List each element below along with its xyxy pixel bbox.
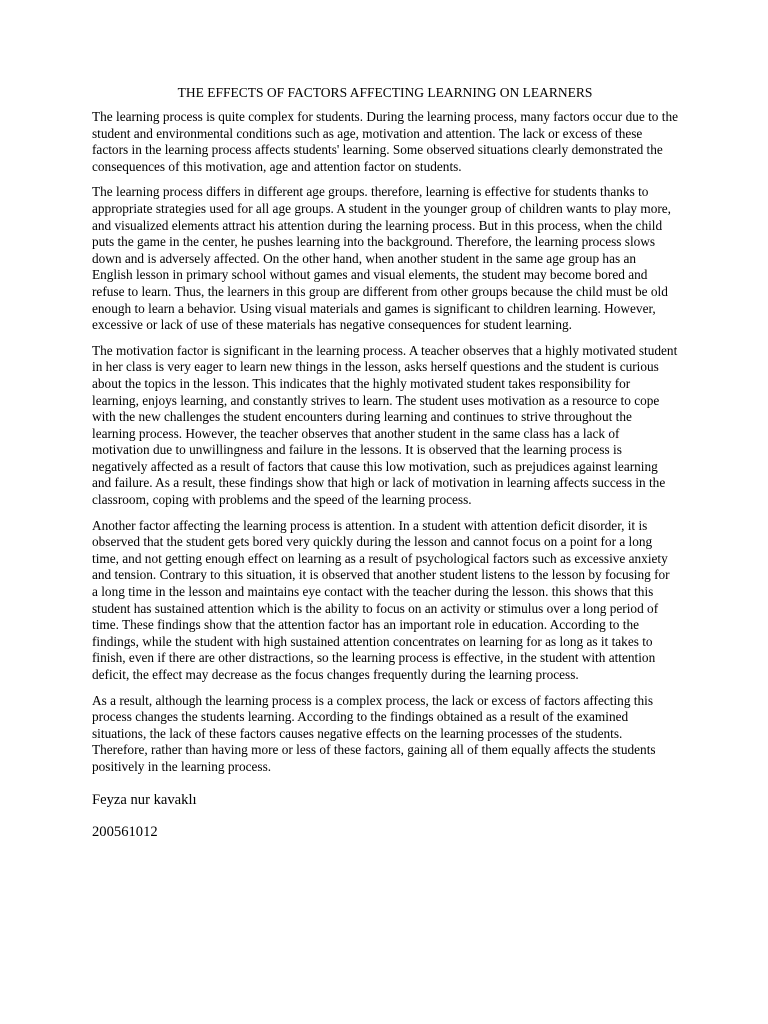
student-id: 200561012 (92, 823, 158, 840)
paragraph-attention: Another factor affecting the learning process is attention. In a student with attention deficit disorder, it is observed that the student gets bored very quickly during the lesson and cannot focus on a point for a long time, and not getting enough effect on learning as a result of psychological factors such as excessive anxiety and tension. Contrary to this situation, it is observed that another student listens to the lesson by focusing for a long time in the lesson and maintains eye contact with the teacher during the lesson. this shows that this student has sustained attention which is the ability to focus on an activity or stimulus over a long period of time. These findings show that the attention factor has an important role in education. According to the findings, while the student with high sustained attention concentrates on learning for as long as it takes to finish, even if there are other distractions, so the learning process is effective, in the student with attention deficit, the effect may decrease as the focus changes frequently during the learning process. (92, 517, 670, 682)
document-page (92, 82, 678, 854)
paragraph-introduction: The learning process is quite complex for students. During the learning process, many factors occur due to the student and environmental conditions such as age, motivation and attention. The lack or excess of these factors in the learning process affects students' learning. Some observed situations clearly demonstrated the consequences of this motivation, age and attention factor on students. (92, 109, 678, 174)
document-title: THE EFFECTS OF FACTORS AFFECTING LEARNING ON LEARNERS (177, 85, 593, 100)
paragraph-motivation: The motivation factor is significant in the learning process. A teacher observes that a highly motivated student in her class is very eager to learn new things in the lesson, asks herself questions and the student is curious about the topics in the lesson. This indicates that the highly motivated student takes responsibility for learning, enjoys learning, and constantly strives to learn. The student uses motivation as a resource to cope with the new challenges the student encounters during learning and continues to strive throughout the learning process. However, the teacher observes that another student in the same class has a lack of motivation due to unwillingness and failure in the lessons. It is observed that the learning process is negatively affected as a result of factors that cause this low motivation, such as prejudices against learning and failure. As a result, these findings show that high or lack of motivation in learning affects success in the classroom, coping with problems and the speed of the learning process. (92, 342, 678, 508)
paragraph-age: The learning process differs in different age groups. therefore, learning is effective for students thanks to appropriate strategies used for all age groups. A student in the younger group of children wants to play more, and visualized elements attract his attention during the learning process. But in this process, when the child puts the game in the center, he pushes learning into the background. Therefore, the learning process slows down and is adversely affected. On the other hand, when another student in the same age group has an English lesson in primary school without games and visual elements, the student may become bored and refuse to learn. Thus, the learners in this group are different from other groups because the child must be old enough to learn a behavior. Using visual materials and games is significant to children learning. However, excessive or lack of use of these materials has negative consequences for student learning. (92, 184, 672, 333)
author-name: Feyza nur kavaklı (92, 791, 197, 808)
paragraph-conclusion: As a result, although the learning process is a complex process, the lack or excess of factors affecting this process changes the students learning. According to the findings obtained as a result of the examined situations, the lack of these factors causes negative effects on the learning processes of the students. Therefore, rather than having more or less of these factors, gaining all of them equally affects the students positively in the learning process. (92, 692, 656, 774)
